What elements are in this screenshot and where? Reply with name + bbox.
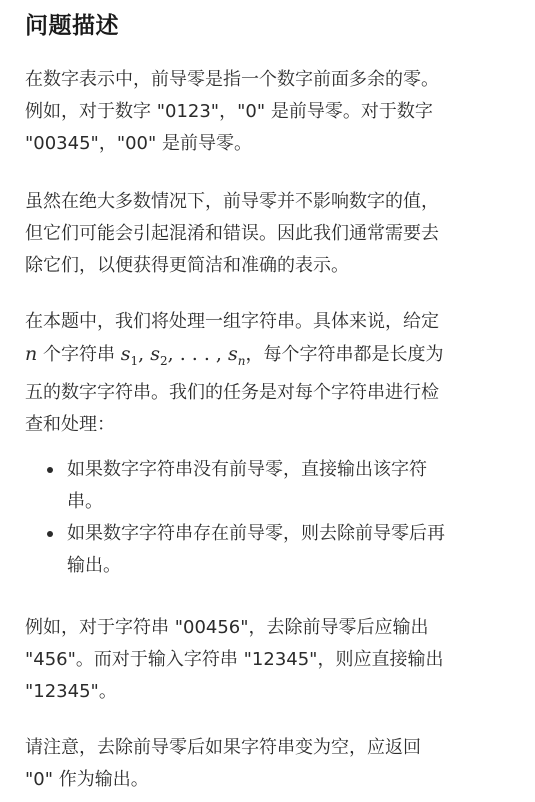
- text-line: 如果数字字符串存在前导零，则去除前导零后再: [67, 523, 445, 544]
- math-subscript: n: [237, 353, 246, 368]
- text-line: "12345"。: [25, 681, 117, 702]
- math-s: s: [150, 343, 160, 365]
- text-line: 虽然在绝大多数情况下，前导零并不影响数字的值，: [25, 191, 439, 212]
- text-line: 例如，对于字符串 "00456"，去除前导零后应输出: [25, 617, 429, 638]
- section-heading: 问题描述: [25, 13, 119, 39]
- paragraph-task-statement: [25, 306, 520, 441]
- math-ellipsis: , . . . ,: [167, 343, 229, 365]
- math-variable-n: n: [25, 343, 38, 365]
- text-line: "456"。而对于输入字符串 "12345"，则应直接输出: [25, 649, 444, 670]
- paragraph-examples: [25, 612, 520, 708]
- text-line: 如果数字字符串没有前导零，直接输出该字符: [67, 459, 427, 480]
- paragraph-why-remove: [25, 186, 520, 282]
- text-line: 输出。: [67, 555, 121, 576]
- text-line: 请注意，去除前导零后如果字符串变为空，应返回: [25, 737, 421, 758]
- list-item: [25, 454, 520, 518]
- bullet-dot-icon: [47, 531, 53, 537]
- math-separator: ,: [138, 343, 151, 365]
- text-line: 在数字表示中，前导零是指一个数字前面多余的零。: [25, 69, 439, 90]
- paragraph-leading-zero-definition: [25, 64, 520, 160]
- math-subscript: 2: [159, 353, 168, 368]
- math-subscript: 1: [130, 353, 139, 368]
- rules-list: [25, 454, 520, 582]
- text-line: 五的数字字符串。我们的任务是对每个字符串进行检: [25, 381, 439, 403]
- text-line: 除它们，以便获得更简洁和准确的表示。: [25, 255, 349, 276]
- bullet-dot-icon: [47, 467, 53, 473]
- text-line: 查和处理：: [25, 413, 115, 435]
- math-s: s: [120, 343, 131, 365]
- text-fragment: 个字符串: [37, 344, 121, 365]
- text-line: 在本题中，我们将处理一组字符串。具体来说，给定: [25, 311, 439, 332]
- math-sequence: [120, 343, 246, 368]
- text-line-with-math: [25, 338, 520, 377]
- math-s: s: [228, 343, 238, 365]
- text-line: "0" 作为输出。: [25, 769, 149, 790]
- text-line: "00345"，"00" 是前导零。: [25, 133, 253, 154]
- text-line: 但它们可能会引起混淆和错误。因此我们通常需要去: [25, 223, 439, 244]
- text-line: 例如，对于数字 "0123"，"0" 是前导零。对于数字: [25, 101, 433, 122]
- text-line: 串。: [67, 491, 103, 512]
- list-item: [25, 518, 520, 582]
- text-fragment: ，每个字符串都是长度为: [245, 344, 444, 365]
- paragraph-empty-note: [25, 732, 520, 796]
